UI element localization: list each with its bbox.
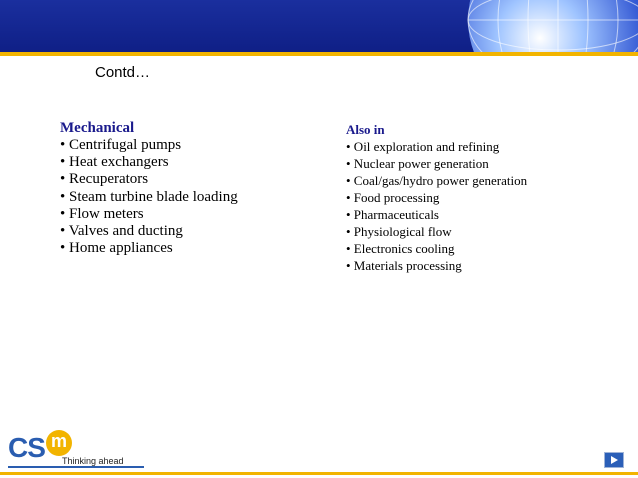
list-item: • Recuperators (60, 171, 149, 188)
mechanical-column (60, 120, 238, 257)
also-in-heading: Also in (346, 122, 385, 137)
list-item: • Materials processing (346, 258, 462, 273)
also-in-column (346, 121, 527, 274)
list-item: • Home appliances (60, 240, 173, 257)
list-item: • Pharmaceuticals (346, 207, 439, 222)
list-item: • Valves and ducting (60, 223, 183, 240)
logo-text: CS (8, 432, 45, 463)
mechanical-heading: Mechanical (60, 120, 135, 136)
list-item: • Oil exploration and refining (346, 139, 500, 154)
list-item: • Steam turbine blade loading (60, 188, 238, 205)
list-item: • Centrifugal pumps (60, 137, 182, 153)
logo-mark: m (51, 431, 68, 451)
header-gold-line (0, 52, 638, 56)
list-item: • Flow meters (60, 205, 144, 222)
logo-tagline: Thinking ahead (62, 456, 124, 466)
logo-underline (8, 466, 144, 468)
list-item: • Heat exchangers (60, 154, 169, 171)
globe-icon (448, 0, 638, 52)
list-item: • Coal/gas/hydro power generation (346, 173, 528, 188)
list-item: • Electronics cooling (346, 241, 455, 256)
list-item: • Physiological flow (346, 224, 452, 239)
contd-label: Contd… (95, 64, 151, 81)
play-right-icon (605, 453, 623, 467)
footer-gold-line (0, 472, 638, 475)
list-item: • Food processing (346, 190, 440, 205)
list-item: • Nuclear power generation (346, 156, 489, 171)
header-banner (0, 0, 638, 52)
next-slide-button[interactable] (604, 452, 624, 468)
